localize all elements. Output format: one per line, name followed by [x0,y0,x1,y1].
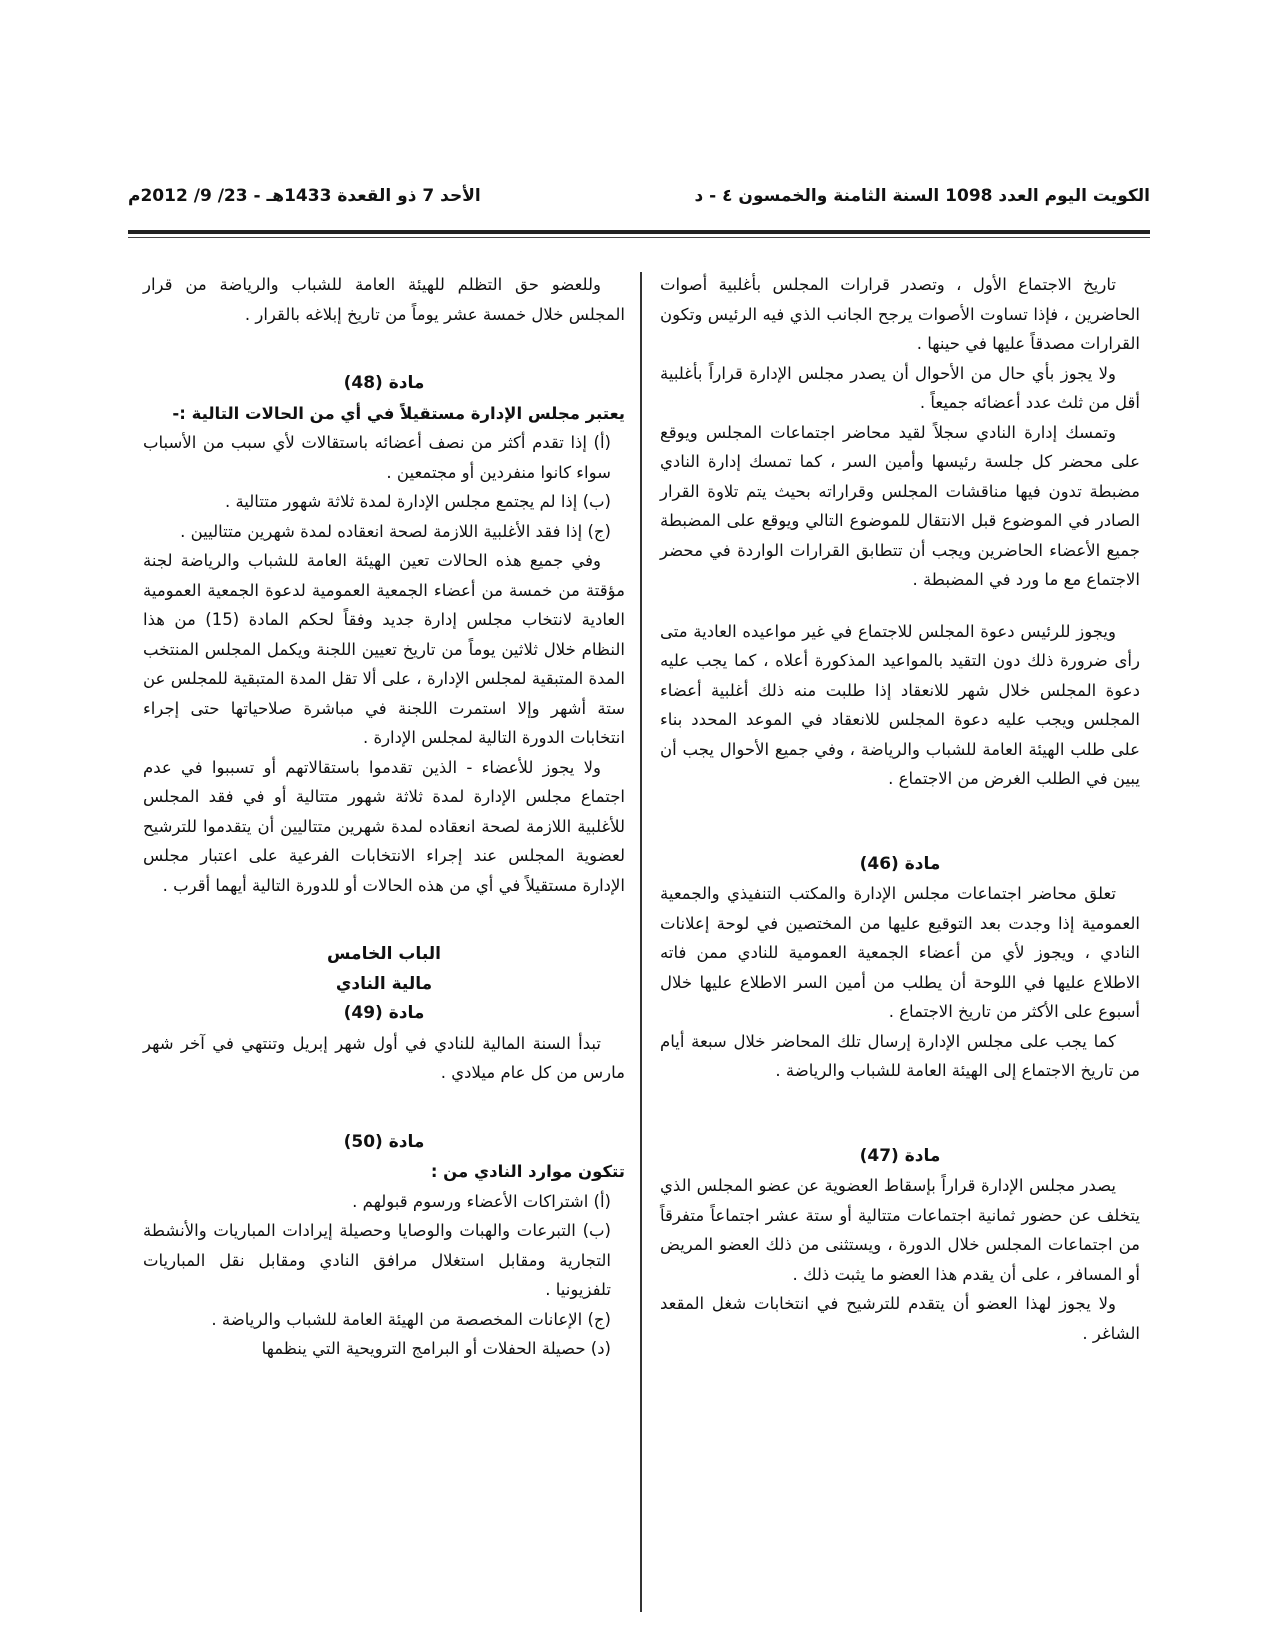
paragraph: وللعضو حق التظلم للهيئة العامة للشباب والرياضة من قرار المجلس خلال خمسة عشر يوماً من تاريخ إبلاغه بالقرار . [143,275,625,324]
paragraph: تبدأ السنة المالية للنادي في أول شهر إبريل وتنتهي في آخر شهر مارس من كل عام ميلادي . [143,1033,625,1082]
list-item: (د) حصيلة الحفلات أو البرامج الترويحية التي ينظمها [261,1339,611,1358]
header-rule-thin [128,237,1150,238]
page-header [128,186,1150,222]
article-47-title: مادة (47) [859,1145,941,1166]
column-divider [640,272,642,1612]
paragraph: تاريخ الاجتماع الأول ، وتصدر قرارات المجلس بأغلبية أصوات الحاضرين ، فإذا تساوت الأصوات يرجح الجانب الذي فيه الرئيس وتكون القرارات مصدقاً عليها في حينها . [660,275,1140,353]
list-item: (أ) اشتراكات الأعضاء ورسوم قبولهم . [352,1191,611,1211]
list-item: (ب) التبرعات والهبات والوصايا وحصيلة إيرادات المباريات والأنشطة التجارية ومقابل استغلال مرافق النادي ومقابل نقل المباريات تلفزيونيا . [143,1221,611,1299]
paragraph: ولا يجوز للأعضاء - الذين تقدموا باستقالاتهم أو تسببوا في عدم اجتماع مجلس الإدارة لمدة ثلاثة شهور متتالية أو في فقد المجلس للأغلبية اللازمة لصحة انعقاده لمدة شهرين متتاليين أن يتقدموا للترشيح لعضوية المجلس عند إجراء الانتخابات الفرعية على اعتبار مجلس الإدارة مستقيلاً في أي من هذه الحالات أو للدورة التالية أيهما أقرب . [143,757,625,895]
chapter-subtitle: مالية النادي [335,973,433,994]
paragraph: وتمسك إدارة النادي سجلاً لقيد محاضر اجتماعات المجلس ويوقع على محضر كل جلسة رئيسها وأمين السر ، كما تمسك إدارة النادي مضبطة تدون فيها مناقشات المجلس وقراراته بحيث يتم تلاوة القرار الصادر في الموضوع قبل الانتقال للموضوع التالي ويوقع على المضبطة جميع الأعضاء الحاضرين ويجب أن تتطابق القرارات الواردة في محضر الاجتماع مع ما ورد في المضبطة . [660,422,1140,589]
article-46-title: مادة (46) [859,853,941,874]
date-line: الأحد 7 ذو القعدة 1433هـ - 23/ 9/ 2012م [128,186,481,206]
article-48-lead: يعتبر مجلس الإدارة مستقيلاً في أي من الحالات التالية :- [172,403,625,423]
right-column [660,270,1140,1348]
header-rule-thick [128,230,1150,234]
paragraph: ويجوز للرئيس دعوة المجلس للاجتماع في غير مواعيده العادية متى رأى ضرورة ذلك دون التقيد بالمواعيد المذكورة أعلاه ، كما يجب عليه دعوة المجلس خلال شهر للانعقاد إذا طلبت منه ذلك أغلبية أعضاء المجلس ويجب عليه دعوة المجلس للانعقاد في الموعد المحدد بناء على طلب الهيئة العامة للشباب والرياضة ، وفي جميع الأحوال يجب أن يبين في الطلب الغرض من الاجتماع . [660,621,1140,788]
paragraph: تعلق محاضر اجتماعات مجلس الإدارة والمكتب التنفيذي والجمعية العمومية إذا وجدت بعد التوقيع عليها من المختصين في لوحة إعلانات النادي ، ويجوز لأي من أعضاء الجمعية العمومية للنادي ممن فاته الاطلاع عليها في اللوحة أن يطلب من أمين السر الاطلاع عليها خلال أسبوع على الأكثر من تاريخ الاجتماع . [660,884,1140,1021]
paragraph: يصدر مجلس الإدارة قراراً بإسقاط العضوية عن عضو المجلس الذي يتخلف عن حضور ثمانية اجتماعات متتالية أو ستة عشر اجتماعاً متفرقاً من اجتماعات المجلس خلال الدورة ، ويستثنى من ذلك العضو المريض أو المسافر ، على أن يقدم هذا العضو ما يثبت ذلك . [660,1176,1140,1284]
list-item: (أ) إذا تقدم أكثر من نصف أعضائه باستقالات لأي سبب من الأسباب سواء كانوا منفردين أو مجتمعين . [143,433,611,482]
list-item: (ب) إذا لم يجتمع مجلس الإدارة لمدة ثلاثة شهور متتالية . [224,492,611,511]
article-49-title: مادة (49) [343,1003,425,1023]
publication-line: الكويت اليوم العدد 1098 السنة الثامنة والخمسون ٤ - د [694,186,1150,206]
article-50-lead: تتكون موارد النادي من : [430,1162,625,1181]
paragraph: وفي جميع هذه الحالات تعين الهيئة العامة للشباب والرياضة لجنة مؤقتة من خمسة من أعضاء الجمعية العمومية لدعوة الجمعية العمومية العادية لانتخاب مجلس إدارة جديد وفقاً لحكم المادة (15) من هذا النظام خلال ثلاثين يوماً من تاريخ تعيين اللجنة ويكمل المجلس المنتخب المدة المتبقية لمجلس الإدارة ، على ألا تقل المدة المتبقية للمجلس عن ستة أشهر وإلا استمرت اللجنة في مباشرة صلاحياتها حتى إجراء انتخابات الدورة التالية لمجلس الإدارة . [143,551,625,747]
left-column [143,270,625,1364]
paragraph: كما يجب على مجلس الإدارة إرسال تلك المحاضر خلال سبعة أيام من تاريخ الاجتماع إلى الهيئة العامة للشباب والرياضة . [660,1031,1140,1080]
chapter-title: الباب الخامس [327,944,441,964]
list-item: (ج) إذا فقد الأغلبية اللازمة لصحة انعقاده لمدة شهرين متتاليين . [180,521,611,541]
paragraph: ولا يجوز بأي حال من الأحوال أن يصدر مجلس الإدارة قراراً بأغلبية أقل من ثلث عدد أعضائه جميعاً . [660,363,1140,412]
article-50-title: مادة (50) [343,1131,425,1152]
article-48-title: مادة (48) [343,373,425,393]
paragraph: ولا يجوز لهذا العضو أن يتقدم للترشيح في انتخابات شغل المقعد الشاغر . [660,1294,1140,1343]
list-item: (ج) الإعانات المخصصة من الهيئة العامة للشباب والرياضة . [211,1309,611,1329]
